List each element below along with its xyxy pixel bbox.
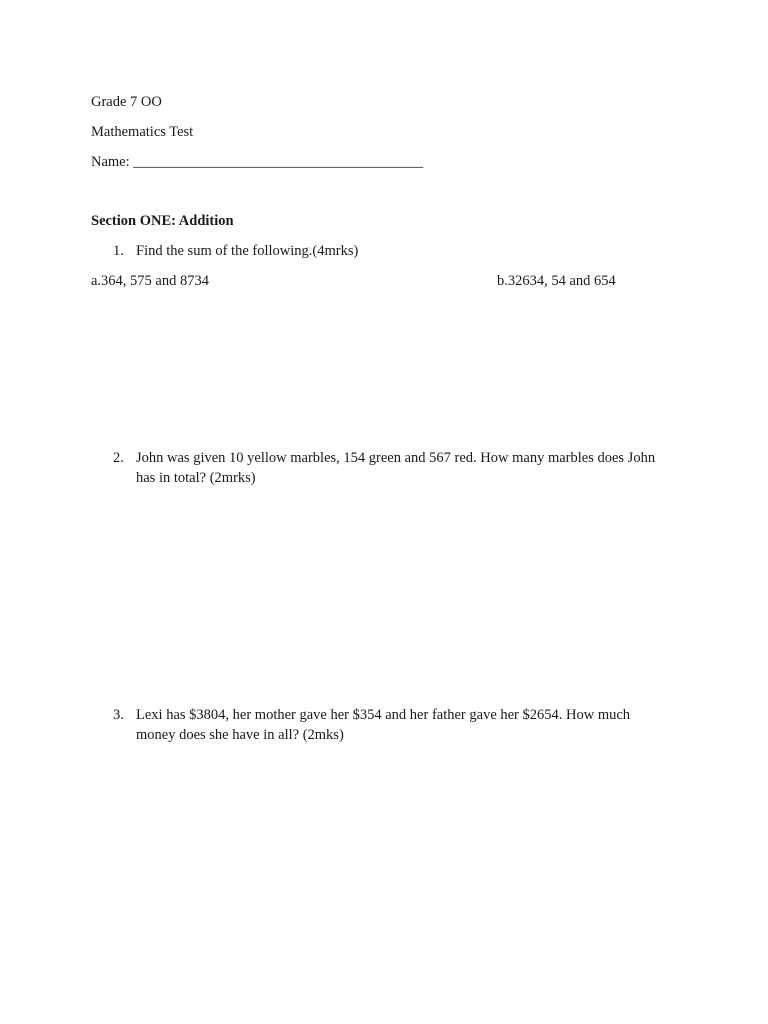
- question-text: Lexi has $3804, her mother gave her $354 and her father gave her $2654. How much money does she have in all? (2mks): [136, 707, 631, 743]
- question-number: 1.: [113, 243, 124, 259]
- question-text: Find the sum of the following.(4mrks): [136, 243, 359, 259]
- question-part-a: a.364, 575 and 8734: [91, 273, 209, 289]
- name-field-line: Name: ________________________________________: [91, 154, 424, 170]
- section-title: Section ONE: Addition: [91, 213, 234, 229]
- question-number: 3.: [113, 707, 124, 723]
- question-part-b: b.32634, 54 and 654: [497, 273, 616, 289]
- grade-label: Grade 7 OO: [91, 94, 162, 110]
- question-text: John was given 10 yellow marbles, 154 green and 567 red. How many marbles does John has in total? (2mrks): [136, 450, 656, 486]
- subject-label: Mathematics Test: [91, 124, 194, 140]
- question-number: 2.: [113, 450, 124, 466]
